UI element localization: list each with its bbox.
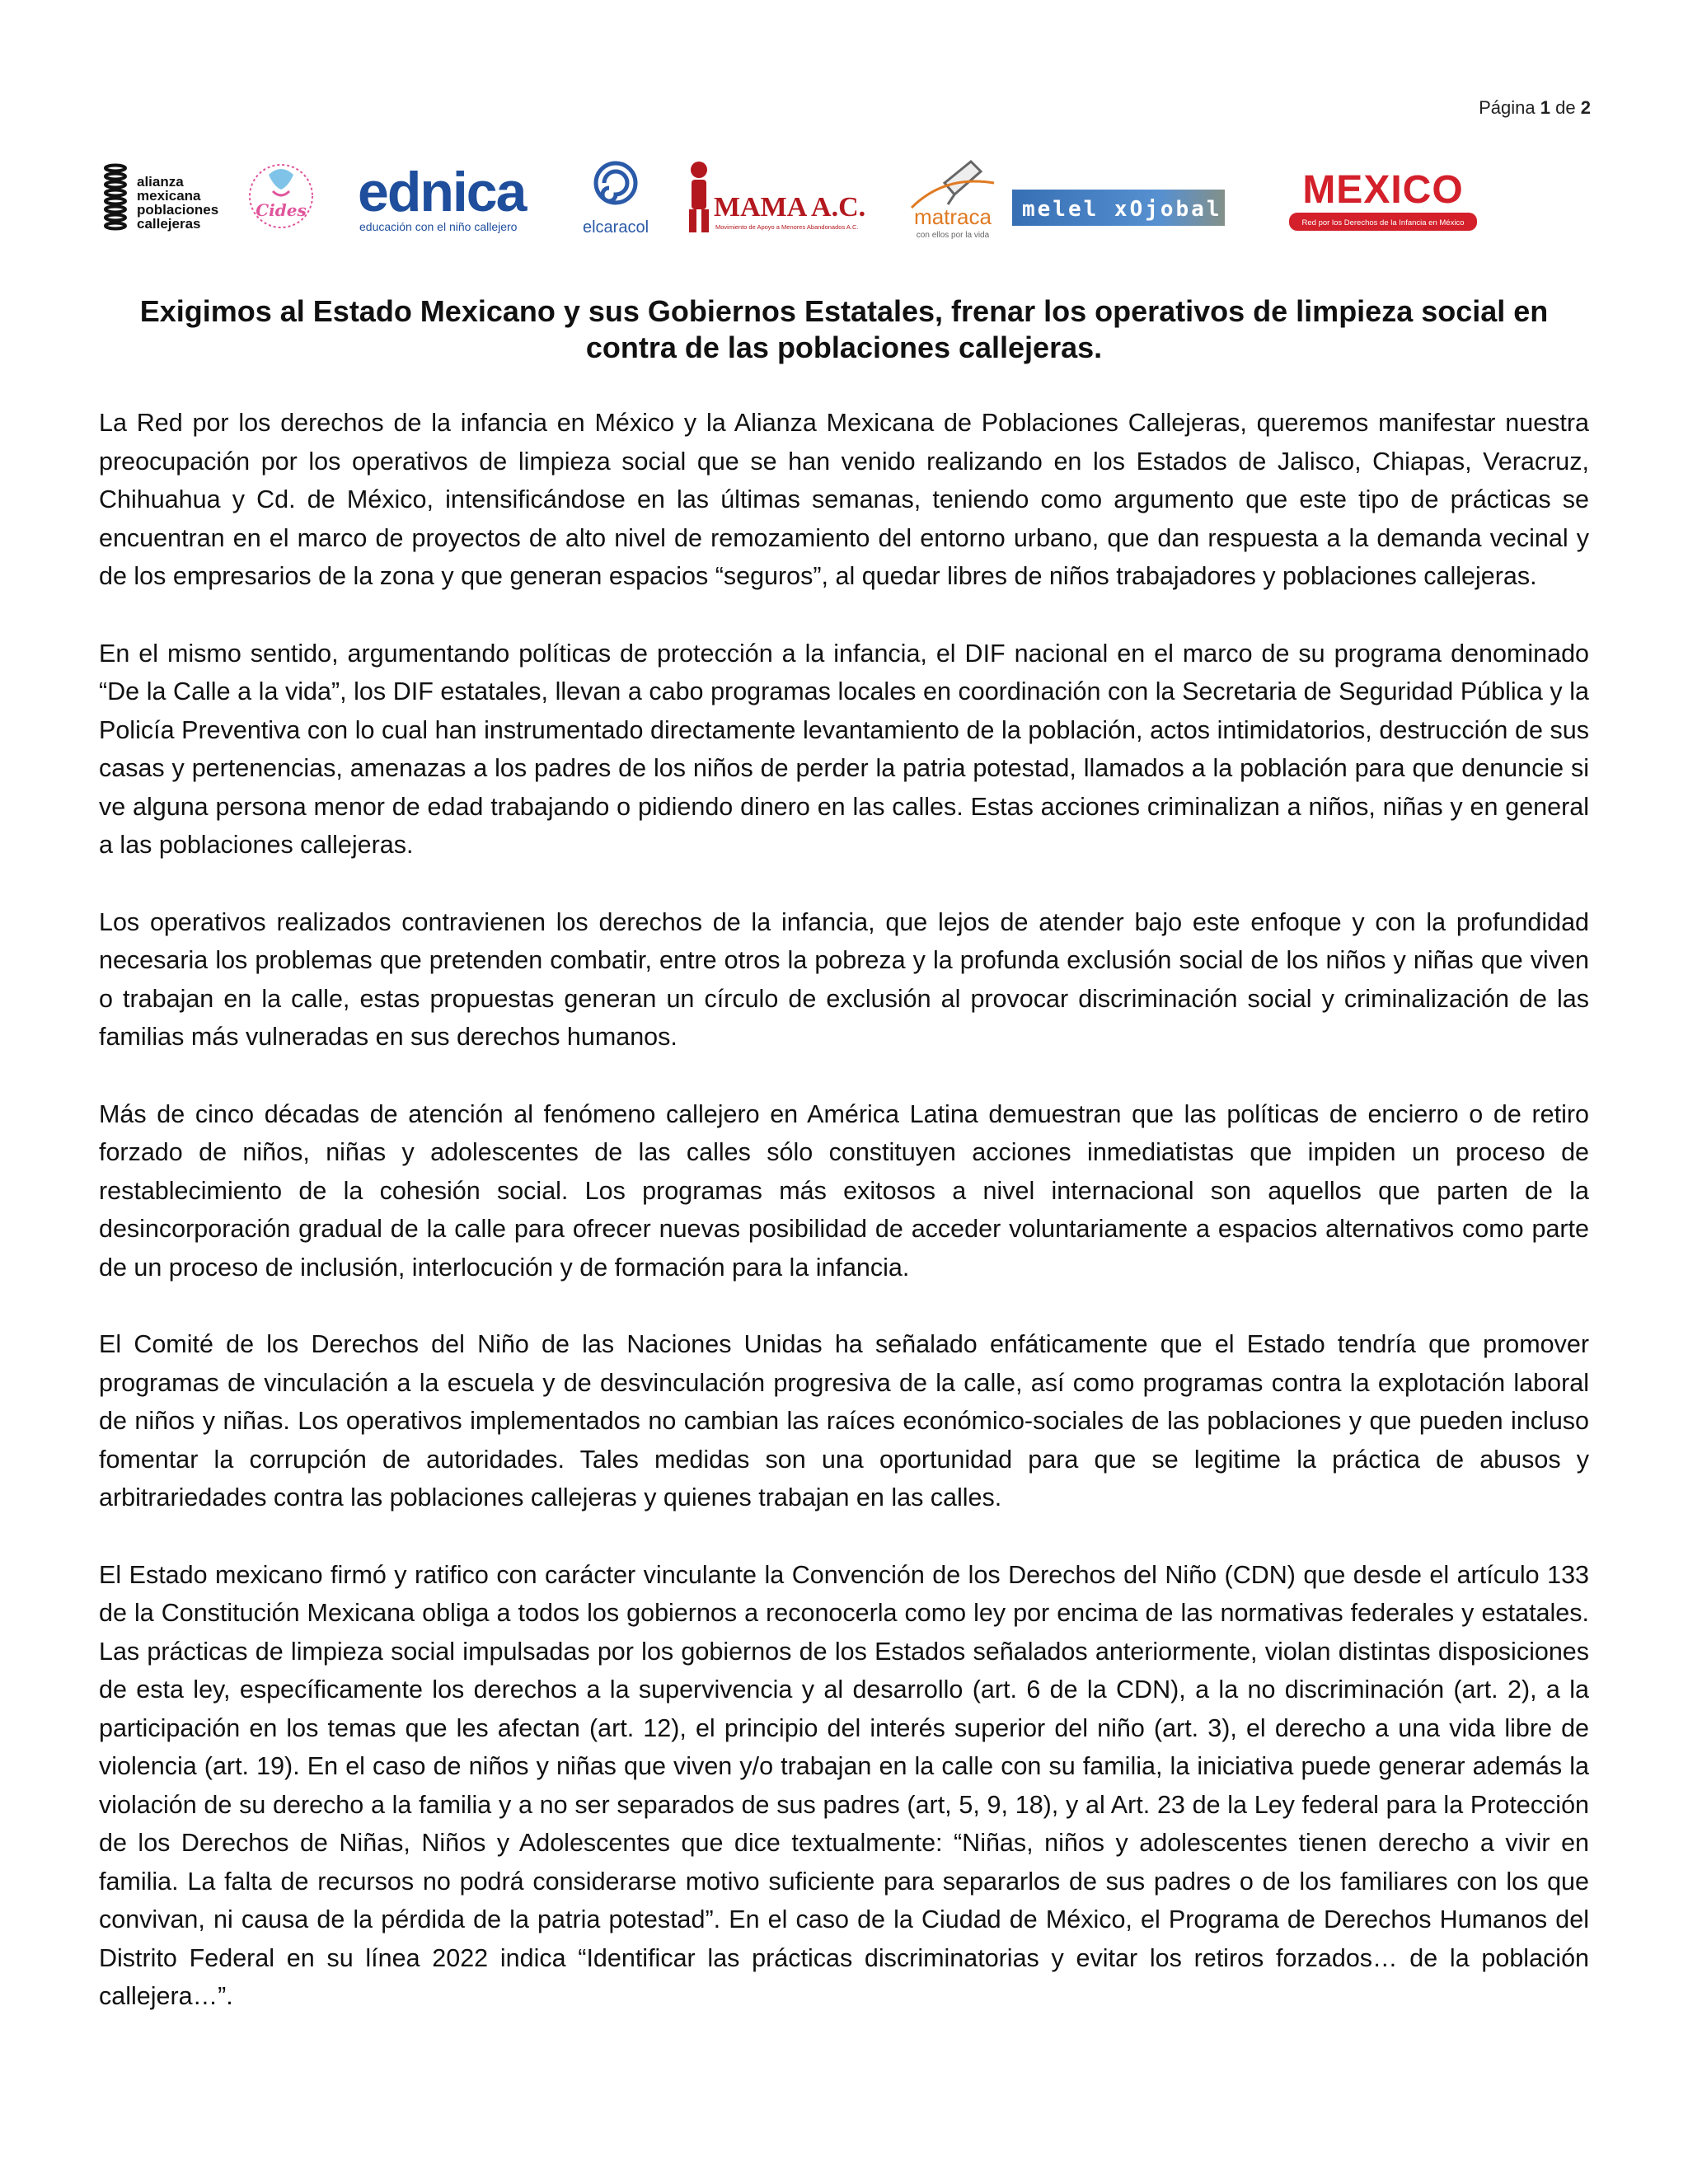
page-number-current: 1 [1540,97,1551,118]
alianza-line4: callejeras [137,216,201,232]
mama-tagline: Movimiento de Apoyo a Menores Abandonados A.C. [715,223,859,231]
redim-mexico-logo [1284,150,1482,247]
cides-logo [244,150,318,247]
matraca-tagline: con ellos por la vida [916,231,990,240]
mama-logo [681,150,879,247]
page-number [1479,97,1591,119]
spiral-icon [106,166,125,229]
document-body [99,404,1589,2055]
alianza-logo [97,150,237,247]
alianza-line3: poblaciones [137,202,219,218]
redim-tagline: Red por los Derechos de la Infancia en México [1301,218,1465,227]
document-title: Exigimos al Estado Mexicano y sus Gobiernos Estatales, frenar los operativos de limpieza social en contra de las poblaciones callejeras. [139,294,1549,364]
page-number-total: 2 [1580,97,1591,118]
elcaracol-name: elcaracol [582,218,649,237]
ednica-tagline: educación con el niño callejero [359,220,518,233]
snail-shell-icon [596,163,635,203]
page-number-separator: de [1555,97,1576,118]
alianza-line1: alianza [137,174,184,190]
paragraph-2: En el mismo sentido, argumentando políticas de protección a la infancia, el DIF nacional en el marco de su programa denominado “De la Calle a la vida”, los DIF estatales, llevan a cabo programas locales en coordinación con la Secretaria de Seguridad Pública y la Policía Preventiva con lo cual han instrumentado directamente levantamiento de la población, actos intimidatorios, destrucción de sus casas y pertenencias, amenazas a los padres de los niños de perder la patria potestad, llamados a la población para que denuncie si ve alguna persona menor de edad trabajando o pidiendo dinero en las calles. Estas acciones criminalizan a niños, niñas y en general a las poblaciones callejeras. [99,639,1589,859]
cides-name: Cides [256,200,307,220]
matraca-logo [895,150,1010,247]
matraca-name: matraca [914,204,992,229]
elcaracol-logo [570,150,661,247]
paragraph-4: Más de cinco décadas de atención al fenómeno callejero en América Latina demuestran que las políticas de encierro o de retiro forzado de niños, niñas y adolescentes de las calles sólo constituyen acciones inmediatistas que impiden un proceso de restablecimiento de la cohesión social. Los programas más exitosos a nivel internacional son aquellos que parten de la desincorporación gradual de la calle para ofrecer nuevas posibilidad de acceder voluntariamente a espacios alternativos como parte de un proceso de inclusión, interlocución y de formación para la infancia. [99,1099,1589,1282]
ednica-name: ednica [358,161,526,223]
paragraph-1: La Red por los derechos de la infancia en México y la Alianza Mexicana de Poblaciones Callejeras, queremos manifestar nuestra preocupación por los operativos de limpieza social que se han venido realizando en los Estados de Jalisco, Chiapas, Veracruz, Chihuahua y Cd. de México, intensificándose en las últimas semanas, teniendo como argumento que este tipo de prácticas se encuentran en el marco de proyectos de alto nivel de remozamiento del entorno urbano, que dan respuesta a la demanda vecinal y de los empresarios de la zona y que generan espacios “seguros”, al quedar libres de niños trabajadores y poblaciones callejeras. [99,409,1589,590]
paragraph-5: El Comité de los Derechos del Niño de las Naciones Unidas ha señalado enfáticamente que el Estado tendría que promover programas de vinculación a la escuela y de desvinculación progresiva de la calle, así como programas contra la explotación laboral de niños y niñas. Los operativos implementados no cambian las raíces económico-sociales de las poblaciones y que pueden incluso fomentar la corrupción de autoridades. Tales medidas son una oportunidad para que se legitime la práctica de abusos y arbitrariedades contra las poblaciones callejeras y quienes trabajan en las calles. [99,1330,1589,1511]
redim-name: MEXICO [1302,168,1464,212]
melel-name: melel xOjobal [1022,197,1222,222]
alianza-line2: mexicana [137,188,201,204]
paragraph-6: El Estado mexicano firmó y ratifico con carácter vinculante la Convención de los Derechos del Niño (CDN) que desde el artículo 133 de la Constitución Mexicana obliga a todos los gobiernos a reconocerla como ley por encima de las normativas federales y estatales. Las prácticas de limpieza social impulsadas por los gobiernos de los Estados señalados anteriormente, violan distintas disposiciones de esta ley, específicamente los derechos a la supervivencia y al desarrollo (art. 6 de la CDN), a la no discriminación (art. 2), a la participación en los temas que les afectan (art. 12), el principio del interés superior del niño (art. 3), el derecho a una vida libre de violencia (art. 19). En el caso de niños y niñas que viven y/o trabajan en la calle con su familia, la iniciativa puede generar además la violación de su derecho a la familia y a no ser separados de sus padres (art, 5, 9, 18), y al Art. 23 de la Ley federal para la Protección de los Derechos de Niñas, Niños y Adolescentes que dice textualmente: “Niñas, niños y adolescentes tienen derecho a vivir en familia. La falta de recursos no podrá considerarse motivo suficiente para separarlos de sus padres o de los familiares con los que convivan, ni causa de la pérdida de la patria potestad”. En el caso de la Ciudad de México, el Programa de Derechos Humanos del Distrito Federal en su línea 2022 indica “Identificar las prácticas discriminatorias y evitar los retiros forzados… de la población callejera…”. [99,1560,1589,2010]
page-number-prefix: Página [1479,97,1536,118]
partner-logos [97,150,1597,247]
mama-name: MAMA A.C. [714,192,866,223]
ednica-logo [354,150,552,247]
paragraph-3: Los operativos realizados contravienen los derechos de la infancia, que lejos de atender bajo este enfoque y con la profundidad necesaria los problemas que pretenden combatir, entre otros la pobreza y la profunda exclusión social de los niños y niñas que viven o trabajan en la calle, estas propuestas generan un círculo de exclusión al provocar discriminación social y criminalización de las familias más vulneradas en sus derechos humanos. [99,907,1589,1051]
melel-xojobal-logo [1010,150,1226,247]
child-figure-icon [689,162,709,232]
